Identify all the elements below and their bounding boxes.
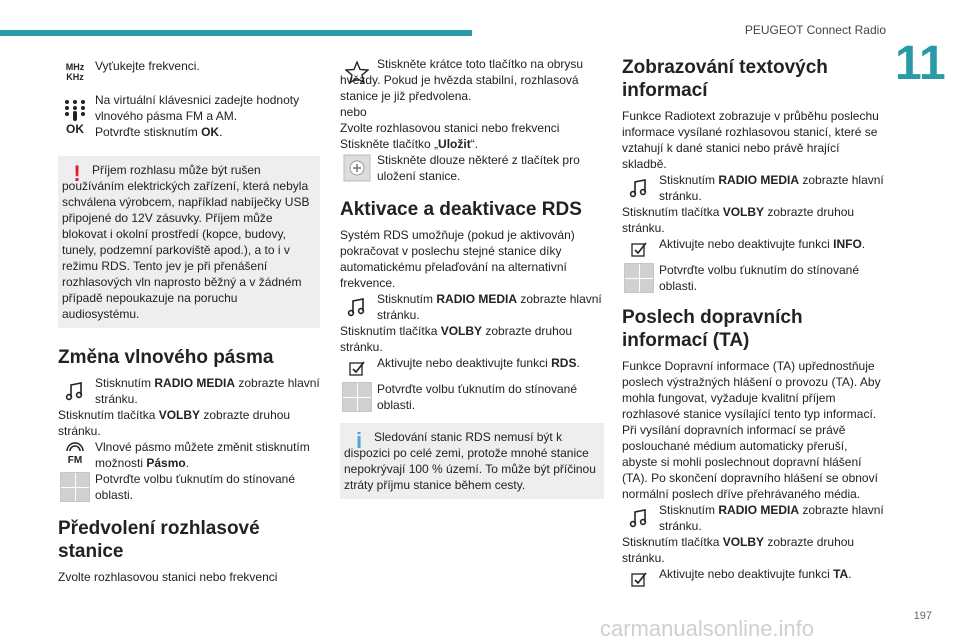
frequency-icon: MHz KHz — [65, 62, 85, 82]
text-step-2: Stisknutím tlačítka VOLBY zobrazte druhou stránku. — [622, 205, 855, 235]
band-step-2: Stisknutím tlačítka VOLBY zobrazte druhou stránku. — [58, 408, 291, 438]
fm-band-icon: FM — [58, 439, 92, 471]
heading-preset: Předvolení rozhlasové stanice — [58, 518, 260, 562]
text-intro: Funkce Radiotext zobrazuje v průběhu poslechu informace vysílané rozhlasovou stanicí, které se vztahují k dané stanici nebo právě hrající skladbě. — [622, 109, 879, 171]
rds-step-4: Potvrďte volbu ťuknutím do stínované oblasti. — [340, 381, 604, 413]
heading-ta: Poslech dopravních informací (TA) — [622, 307, 803, 351]
heading-band-change: Změna vlnového pásma — [58, 347, 274, 368]
rds-step-2: Stisknutím tlačítka VOLBY zobrazte druhou stránku. — [340, 324, 573, 354]
confirm-ok-instruction: Potvrďte stisknutím OK. — [95, 125, 223, 139]
info-icon: i — [355, 428, 363, 453]
preset-step-2: Stiskněte krátce toto tlačítko na obrysu hvězdy. Pokud je hvězda stabilní, rozhlasová stanice je již předvolena. — [340, 57, 584, 103]
column-2 — [340, 56, 604, 499]
warning-text: Příjem rozhlasu může být rušen používáním elektrických zařízení, která nebyla schválena výrobcem, například nabíječky USB připojené do 12V zásuvky. Příjem může blokovat i okolní prostředí (kopce, budovy, tunely, podzemní parkoviště apod.), a to i v režimu RDS. Tento jev je při přenášení rozhlasových vln naprosto běžný a v žádném případě nepoukazuje na poruchu audiosystému. — [62, 163, 310, 321]
rds-intro: Systém RDS umožňuje (pokud je aktivován) pokračovat v poslechu stejné stanice díky automatickému přelaďování na alternativní frekvence. — [340, 228, 575, 290]
step-frequency: MHz KHz Vyťukejte frekvenci. — [58, 56, 320, 88]
shaded-area-icon — [340, 381, 374, 413]
preset-step-1: Zvolte rozhlasovou stanici nebo frekvenci — [58, 570, 278, 584]
ta-step-3: Aktivujte nebo deaktivujte funkci TA. — [622, 566, 884, 592]
add-preset-icon — [340, 152, 374, 184]
column-3 — [622, 56, 884, 592]
music-note-icon — [340, 291, 374, 323]
text-step-4: Potvrďte volbu ťuknutím do stínované oblasti. — [622, 262, 884, 294]
music-note-icon — [622, 502, 656, 534]
star-icon — [340, 56, 374, 88]
ok-label: OK — [66, 122, 84, 136]
band-step-1: Stisknutím RADIO MEDIA zobrazte hlavní stránku. — [58, 375, 320, 407]
warning-box — [58, 156, 320, 328]
text-step-1: Stisknutím RADIO MEDIA zobrazte hlavní stránku. — [622, 172, 884, 204]
shaded-area-icon — [622, 262, 656, 294]
checkbox-icon — [622, 236, 656, 262]
column-1 — [58, 56, 320, 585]
band-step-4: Potvrďte volbu ťuknutím do stínované oblasti. — [58, 471, 320, 503]
header-title: PEUGEOT Connect Radio — [744, 23, 886, 37]
chapter-number: 11 — [895, 37, 946, 90]
step-keypad — [58, 92, 320, 144]
rds-step-3: Aktivujte nebo deaktivujte funkci RDS. — [340, 355, 604, 381]
band-step-3: FM Vlnové pásmo můžete změnit stisknutím možnosti Pásmo. — [58, 439, 320, 471]
rds-step-1: Stisknutím RADIO MEDIA zobrazte hlavní stránku. — [340, 291, 604, 323]
info-text: Sledování stanic RDS nemusí být k dispozici po celé zemi, protože mnohé stanice nepokrývají 100 % území. To může být příčinou ztráty příjmu stanice během cesty. — [344, 430, 596, 492]
warning-icon: ! — [73, 161, 81, 186]
ta-intro: Funkce Dopravní informace (TA) upřednostňuje poslech výstražných hlášení o provozu (TA). Aby mohla fungovat, vyžaduje kvalitní příjem rozhlasové stanice vysílající tento typ informací. Při vysílání dopravních informací se právě poslouchané médium automaticky přeruší, abyste si mohli poslechnout dopravní hlášení (TA). Po skončení dopravního hlášení se obnoví normální poslech dříve přehrávaného média. — [622, 359, 881, 501]
preset-step-3: Zvolte rozhlasovou stanici nebo frekvenci — [340, 121, 560, 135]
info-box — [340, 423, 604, 499]
music-note-icon — [622, 172, 656, 204]
header-accent-bar — [0, 30, 472, 36]
page-number: 197 — [913, 610, 932, 622]
watermark: carmanualsonline.info — [600, 616, 815, 641]
shaded-area-icon — [58, 471, 92, 503]
heading-rds: Aktivace a deaktivace RDS — [340, 199, 582, 220]
keypad-icon — [58, 92, 92, 144]
text-step-3: Aktivujte nebo deaktivujte funkci INFO. — [622, 236, 884, 262]
checkbox-icon — [622, 566, 656, 592]
keypad-instruction: Na virtuální klávesnici zadejte hodnoty vlnového pásma FM a AM. — [95, 93, 300, 123]
ta-step-2: Stisknutím tlačítka VOLBY zobrazte druhou stránku. — [622, 535, 855, 565]
preset-step-5: Stiskněte dlouze některé z tlačítek pro uložení stanice. — [340, 152, 604, 184]
heading-textinfo: Zobrazování textových informací — [622, 57, 828, 101]
checkbox-icon — [340, 355, 374, 381]
ta-step-1: Stisknutím RADIO MEDIA zobrazte hlavní stránku. — [622, 502, 884, 534]
preset-step-4: Stiskněte tlačítko „Uložit“. — [340, 137, 479, 151]
music-note-icon — [58, 375, 92, 407]
or-text: nebo — [340, 105, 367, 119]
